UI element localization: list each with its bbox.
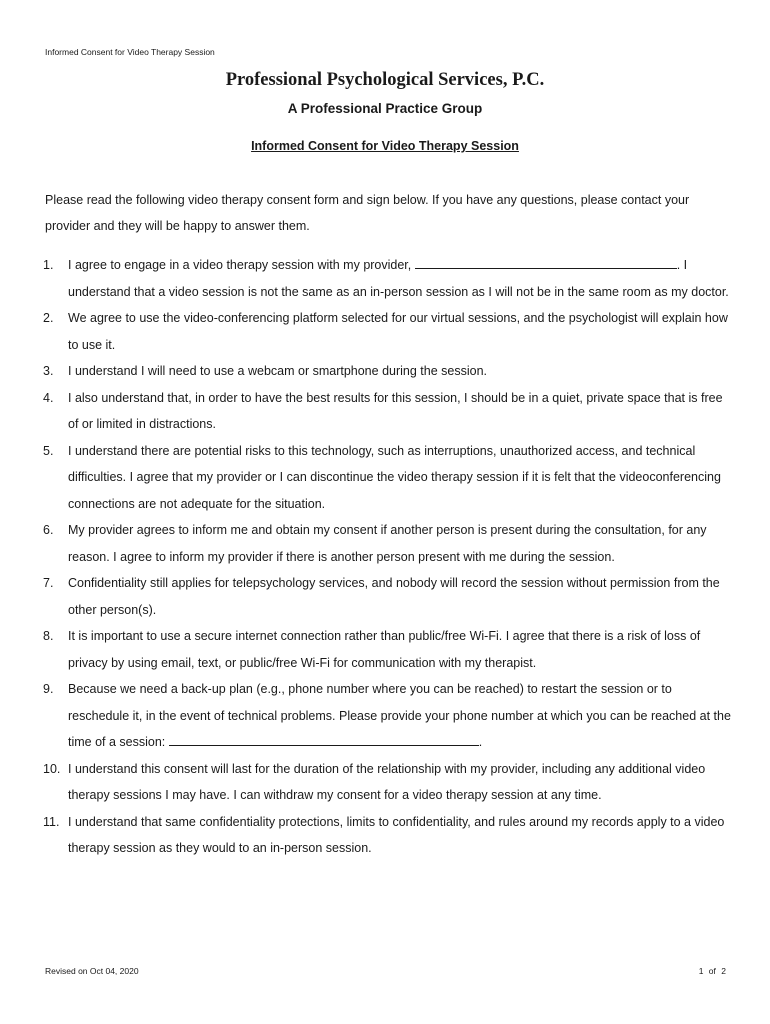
consent-item-9 (45, 676, 735, 756)
item-text: I understand I will need to use a webcam or smartphone during the session. (68, 364, 487, 378)
item-text: My provider agrees to inform me and obtain my consent if another person is present during the consultation, for any reason. I agree to inform my provider if there is another person present with me during the session. (68, 523, 707, 564)
item-text: It is important to use a secure internet connection rather than public/free Wi-Fi. I agree that there is a risk of loss of privacy by using email, text, or public/free Wi-Fi for communication with my therapist. (68, 629, 701, 670)
item-text: . (478, 735, 483, 749)
item-text: . I understand that a video session is not the same as an in-person session as I will not be in the same room as my doctor. (68, 258, 729, 299)
item-number: 7. (43, 576, 54, 590)
item-text: I agree to engage in a video therapy session with my provider, (68, 258, 415, 272)
item-text: I understand there are potential risks to this technology, such as interruptions, unauthorized access, and technical difficulties. I agree that my provider or I can discontinue the video therapy session if it is felt that the videoconferencing connections are not adequate for the situation. (68, 443, 721, 511)
item-text: We agree to use the video-conferencing platform selected for our virtual sessions, and the psychologist will explain how to use it. (68, 311, 728, 352)
item-number: 3. (43, 364, 54, 378)
item-number: 4. (43, 390, 54, 405)
consent-item-7 (45, 570, 735, 623)
intro-paragraph: Please read the following video therapy consent form and sign below. If you have any questions, please contact your provider and they will be happy to answer them. (45, 193, 690, 233)
revision-date: Revised on Oct 04, 2020 (45, 966, 139, 976)
item-number: 11. (43, 814, 60, 829)
page-number: 1 of 2 (698, 966, 726, 976)
consent-item-4 (45, 385, 735, 438)
item-number: 9. (43, 682, 54, 696)
consent-item-5 (45, 438, 735, 518)
consent-item-2 (45, 305, 735, 358)
item-text: I understand this consent will last for the duration of the relationship with my provider, including any additional video therapy sessions I may have. I can withdraw my consent for a video therapy session at any time. (68, 761, 706, 802)
item-number: 6. (43, 523, 54, 537)
running-header: Informed Consent for Video Therapy Session (45, 47, 215, 57)
item-text: Because we need a back-up plan (e.g., phone number where you can be reached) to restart the session or to reschedule it, in the event of technical problems. Please provide your phone number at which you can be reached at the time of a session: (68, 682, 731, 749)
item-number: 8. (43, 629, 54, 643)
consent-item-11 (45, 809, 735, 862)
consent-terms-list (45, 252, 735, 862)
item-number: 2. (43, 311, 54, 325)
item-text: Confidentiality still applies for telepsychology services, and nobody will record the session without permission from the other person(s). (68, 576, 720, 617)
provider-name-blank[interactable] (415, 254, 677, 269)
consent-item-8 (45, 623, 735, 676)
item-text: I understand that same confidentiality protections, limits to confidentiality, and rules around my records apply to a video therapy session as they would to an in-person session. (68, 814, 725, 855)
consent-item-3 (45, 358, 735, 385)
consent-item-10 (45, 756, 735, 809)
organization-name: Professional Psychological Services, P.C. (225, 70, 545, 90)
consent-item-1 (45, 252, 735, 305)
document-title: Informed Consent for Video Therapy Session (251, 139, 519, 153)
item-number: 5. (43, 443, 54, 458)
item-number: 10. (43, 761, 61, 776)
item-number: 1. (43, 258, 54, 272)
item-text: I also understand that, in order to have the best results for this session, I should be in a quiet, private space that is free of or limited in distractions. (68, 390, 723, 431)
consent-item-6 (45, 517, 735, 570)
organization-tagline: A Professional Practice Group (287, 101, 483, 116)
phone-number-blank[interactable] (169, 731, 479, 746)
